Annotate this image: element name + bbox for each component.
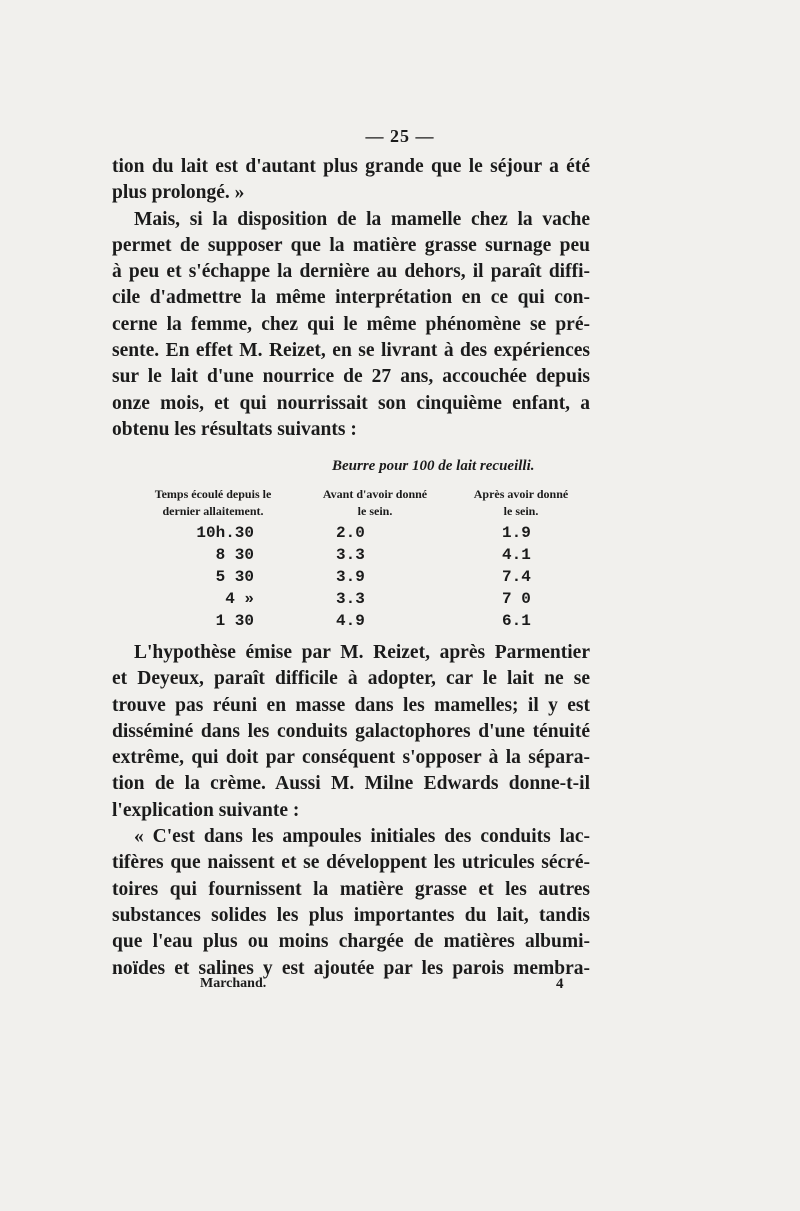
text-line: extrême, qui doit par conséquent s'opposer à la sépara- xyxy=(112,747,590,769)
table-body xyxy=(140,524,580,634)
text-block-top xyxy=(112,154,590,443)
table-row xyxy=(140,546,580,568)
text-line: sente. En effet M. Reizet, en se livrant à des expériences xyxy=(112,340,590,362)
table-cell: 4.9 xyxy=(336,612,365,630)
table-row xyxy=(140,568,580,590)
column-header-after: Après avoir donné le sein. xyxy=(473,487,569,518)
text-line: à peu et s'échappe la dernière au dehors, il paraît diffi- xyxy=(112,261,590,283)
text-line: Mais, si la disposition de la mamelle chez la vache xyxy=(134,208,590,230)
table-caption: Beurre pour 100 de lait recueilli. xyxy=(332,458,535,474)
text-line: sur le lait d'une nourrice de 27 ans, accouchée depuis xyxy=(112,366,590,388)
text-line: L'hypothèse émise par M. Reizet, après Parmentier xyxy=(134,642,590,663)
table-row xyxy=(140,524,580,546)
text-line: que l'eau plus ou moins chargée de matières albumi- xyxy=(112,931,590,953)
table-cell: 2.0 xyxy=(336,524,365,542)
text-line: onze mois, et qui nourrissait son cinquième enfant, a xyxy=(112,392,590,414)
table-cell: 1 30 xyxy=(215,612,254,630)
text-line: tion de la crème. Aussi M. Milne Edwards donne-t-il xyxy=(112,773,590,795)
text-line: l'explication suivante : xyxy=(112,799,300,821)
text-line: permet de supposer que la matière grasse surnage peu xyxy=(112,234,590,256)
table-cell: 7.4 xyxy=(502,568,531,586)
table-cell: 3.3 xyxy=(336,590,365,608)
text-line: tion du lait est d'autant plus grande que le séjour a été xyxy=(112,156,590,177)
table-cell: 3.9 xyxy=(336,568,365,586)
table-cell: 5 30 xyxy=(215,568,254,586)
signature-mark: Marchand. xyxy=(200,976,267,991)
table-cell: 8 30 xyxy=(215,546,254,564)
column-header-before: Avant d'avoir donné le sein. xyxy=(322,487,428,518)
text-line: disséminé dans les conduits galactophores d'une ténuité xyxy=(112,720,590,742)
text-line: toires qui fournissent la matière grasse et les autres xyxy=(112,878,590,900)
table-cell: 1.9 xyxy=(502,524,531,542)
column-header-time: Temps écoulé depuis le dernier allaitement. xyxy=(154,487,272,518)
text-line: « C'est dans les ampoules initiales des conduits lac- xyxy=(134,826,590,848)
text-line: et Deyeux, paraît difficile à adopter, car le lait ne se xyxy=(112,668,590,690)
text-line: cile d'admettre la même interprétation en ce qui con- xyxy=(112,287,590,309)
text-line: plus prolongé. » xyxy=(112,182,245,204)
sheet-number: 4 xyxy=(556,976,564,992)
text-block-bottom xyxy=(112,640,590,982)
text-line: substances solides les plus importantes du lait, tandis xyxy=(112,904,590,926)
table-cell: 3.3 xyxy=(336,546,365,564)
table-cell: 4 » xyxy=(225,590,254,608)
text-line: trouve pas réuni en masse dans les mamelles; il y est xyxy=(112,694,590,716)
text-line: noïdes et salines y est ajoutée par les parois membra- xyxy=(112,957,590,979)
text-line: cerne la femme, chez qui le même phénomène se pré- xyxy=(112,313,590,335)
table-row xyxy=(140,590,580,612)
page-number: — 25 — xyxy=(365,126,435,146)
text-line: tifères que naissent et se développent les utricules sécré- xyxy=(112,852,590,874)
text-line: obtenu les résultats suivants : xyxy=(112,418,357,440)
table-cell: 4.1 xyxy=(502,546,531,564)
table-cell: 7 0 xyxy=(502,590,531,608)
table-cell: 10h.30 xyxy=(196,524,254,542)
table-cell: 6.1 xyxy=(502,612,531,630)
table-row xyxy=(140,612,580,634)
